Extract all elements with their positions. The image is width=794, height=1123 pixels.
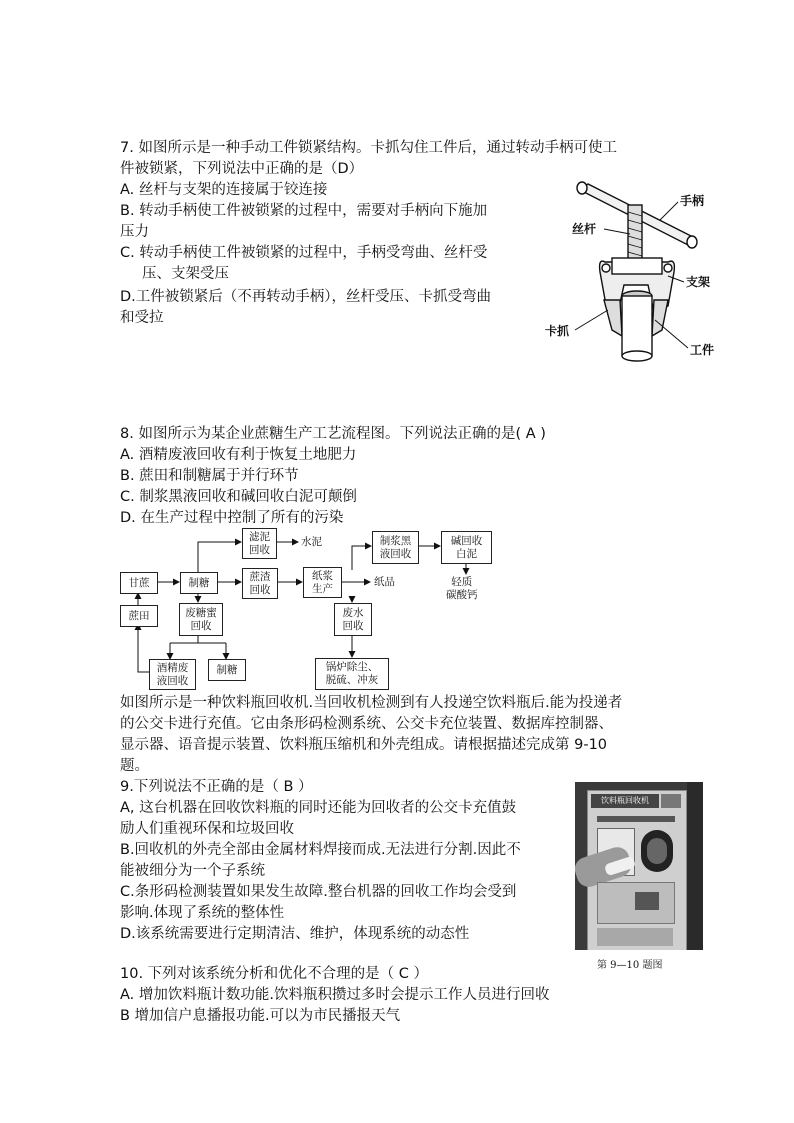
- q7-stem-line2: 件被锁紧，下列说法中正确的是（D）: [120, 161, 364, 177]
- q7-option-d-cont: 和受拉: [120, 310, 164, 326]
- photo-caption: 第 9—10 题图: [597, 960, 663, 971]
- q8-option-d: D. 在生产过程中控制了所有的污染: [120, 510, 344, 526]
- flow-output-qingzhi: 轻质 碳酸钙: [446, 576, 478, 601]
- flow-node-guolu: 锅炉除尘、 脱硫、冲灰: [315, 658, 389, 690]
- q9-option-b: B.回收机的外壳全部由金属材料焊接而成.无法进行分割.因此不: [120, 842, 521, 858]
- q8-stem: 8. 如图所示为某企业蔗糖生产工艺流程图。下列说法正确的是( A ): [120, 426, 546, 442]
- flow-output-zhipin: 纸品: [374, 576, 395, 588]
- intro-line1: 如图所示是一种饮料瓶回收机.当回收机检测到有人投递空饮料瓶后.能为投递者: [120, 695, 623, 711]
- q7-option-c-cont: 压、支架受压: [142, 266, 229, 282]
- q10-option-b: B 增加信户息播报功能.可以为市民播报天气: [120, 1008, 401, 1024]
- label-handle: 手柄: [680, 194, 705, 208]
- q7-stem-line1: 7. 如图所示是一种手动工件锁紧结构。卡抓勾住工件后，通过转动手柄可使工: [120, 140, 617, 156]
- flow-node-ganzhe: 甘蔗: [120, 572, 158, 594]
- q10-option-a: A. 增加饮料瓶计数功能.饮料瓶积攒过多时会提示工作人员进行回收: [120, 987, 550, 1003]
- flow-node-zhitang2: 制糖: [208, 659, 246, 681]
- q7-option-b-cont: 压力: [120, 224, 149, 240]
- q9-stem: 9.下列说法不正确的是（ B ）: [120, 779, 313, 795]
- intro-line2: 的公交卡进行充值。它由条形码检测系统、公交卡充位装置、数据库控制器、: [120, 716, 613, 732]
- flow-node-zhezha: 蔗渣 回收: [242, 568, 278, 599]
- q9-option-a: A, 这台机器在回收饮料瓶的同时还能为回收者的公交卡充值鼓: [120, 800, 517, 816]
- q7-option-b: B. 转动手柄使工件被锁紧的过程中，需要对手柄向下施加: [120, 203, 488, 219]
- flow-node-zhetian: 蔗田: [120, 605, 158, 627]
- q9-option-c: C.条形码检测装置如果发生故障.整台机器的回收工作均会受到: [120, 884, 517, 900]
- machine-title: 饮料瓶回收机: [591, 794, 659, 808]
- recycling-machine-photo: [575, 782, 703, 950]
- q9-option-c-cont: 影响.体现了系统的整体性: [120, 905, 285, 921]
- flow-node-zhijiang: 纸浆 生产: [303, 567, 342, 598]
- q8-option-b: B. 蔗田和制糖属于并行环节: [120, 468, 299, 484]
- flow-node-luni: 滤泥 回收: [242, 528, 277, 559]
- intro-line4: 题。: [120, 758, 149, 774]
- label-claw: 卡抓: [545, 324, 570, 338]
- q8-option-c: C. 制浆黑液回收和碱回收白泥可颠倒: [120, 489, 357, 505]
- q8-option-a: A. 酒精废液回收有利于恢复土地肥力: [120, 447, 357, 463]
- flow-output-shuini: 水泥: [301, 536, 322, 548]
- flow-node-jianhuishou: 碱回收 白泥: [441, 531, 492, 564]
- q9-option-a-cont: 励人们重视环保和垃圾回收: [120, 821, 294, 837]
- flow-node-feitangmi: 废糖蜜 回收: [179, 603, 223, 636]
- label-screw: 丝杆: [572, 222, 597, 236]
- q7-option-d: D.工件被锁紧后（不再转动手柄），丝杆受压、卡抓受弯曲: [120, 289, 492, 305]
- label-workpiece: 工件: [690, 343, 715, 357]
- q7-option-a: A. 丝杆与支架的连接属于铰连接: [120, 182, 328, 198]
- flow-node-heiye: 制浆黑 液回收: [372, 531, 419, 564]
- flow-node-jiujing: 酒精废 液回收: [149, 659, 196, 690]
- q10-stem: 10. 下列对该系统分析和优化不合理的是（ C ）: [120, 966, 429, 982]
- label-bracket: 支架: [686, 275, 711, 289]
- q9-option-d: D.该系统需要进行定期清洁、维护，体现系统的动态性: [120, 926, 470, 942]
- flow-node-zhitang: 制糖: [180, 572, 218, 594]
- flow-node-feishui: 废水 回收: [334, 603, 372, 636]
- q9-option-b-cont: 能被细分为一个子系统: [120, 863, 265, 879]
- q7-option-c: C. 转动手柄使工件被锁紧的过程中，手柄受弯曲、丝杆受: [120, 245, 488, 261]
- intro-line3: 显示器、语音提示装置、饮料瓶压缩机和外壳组成。请根据描述完成第 9-10: [120, 737, 608, 753]
